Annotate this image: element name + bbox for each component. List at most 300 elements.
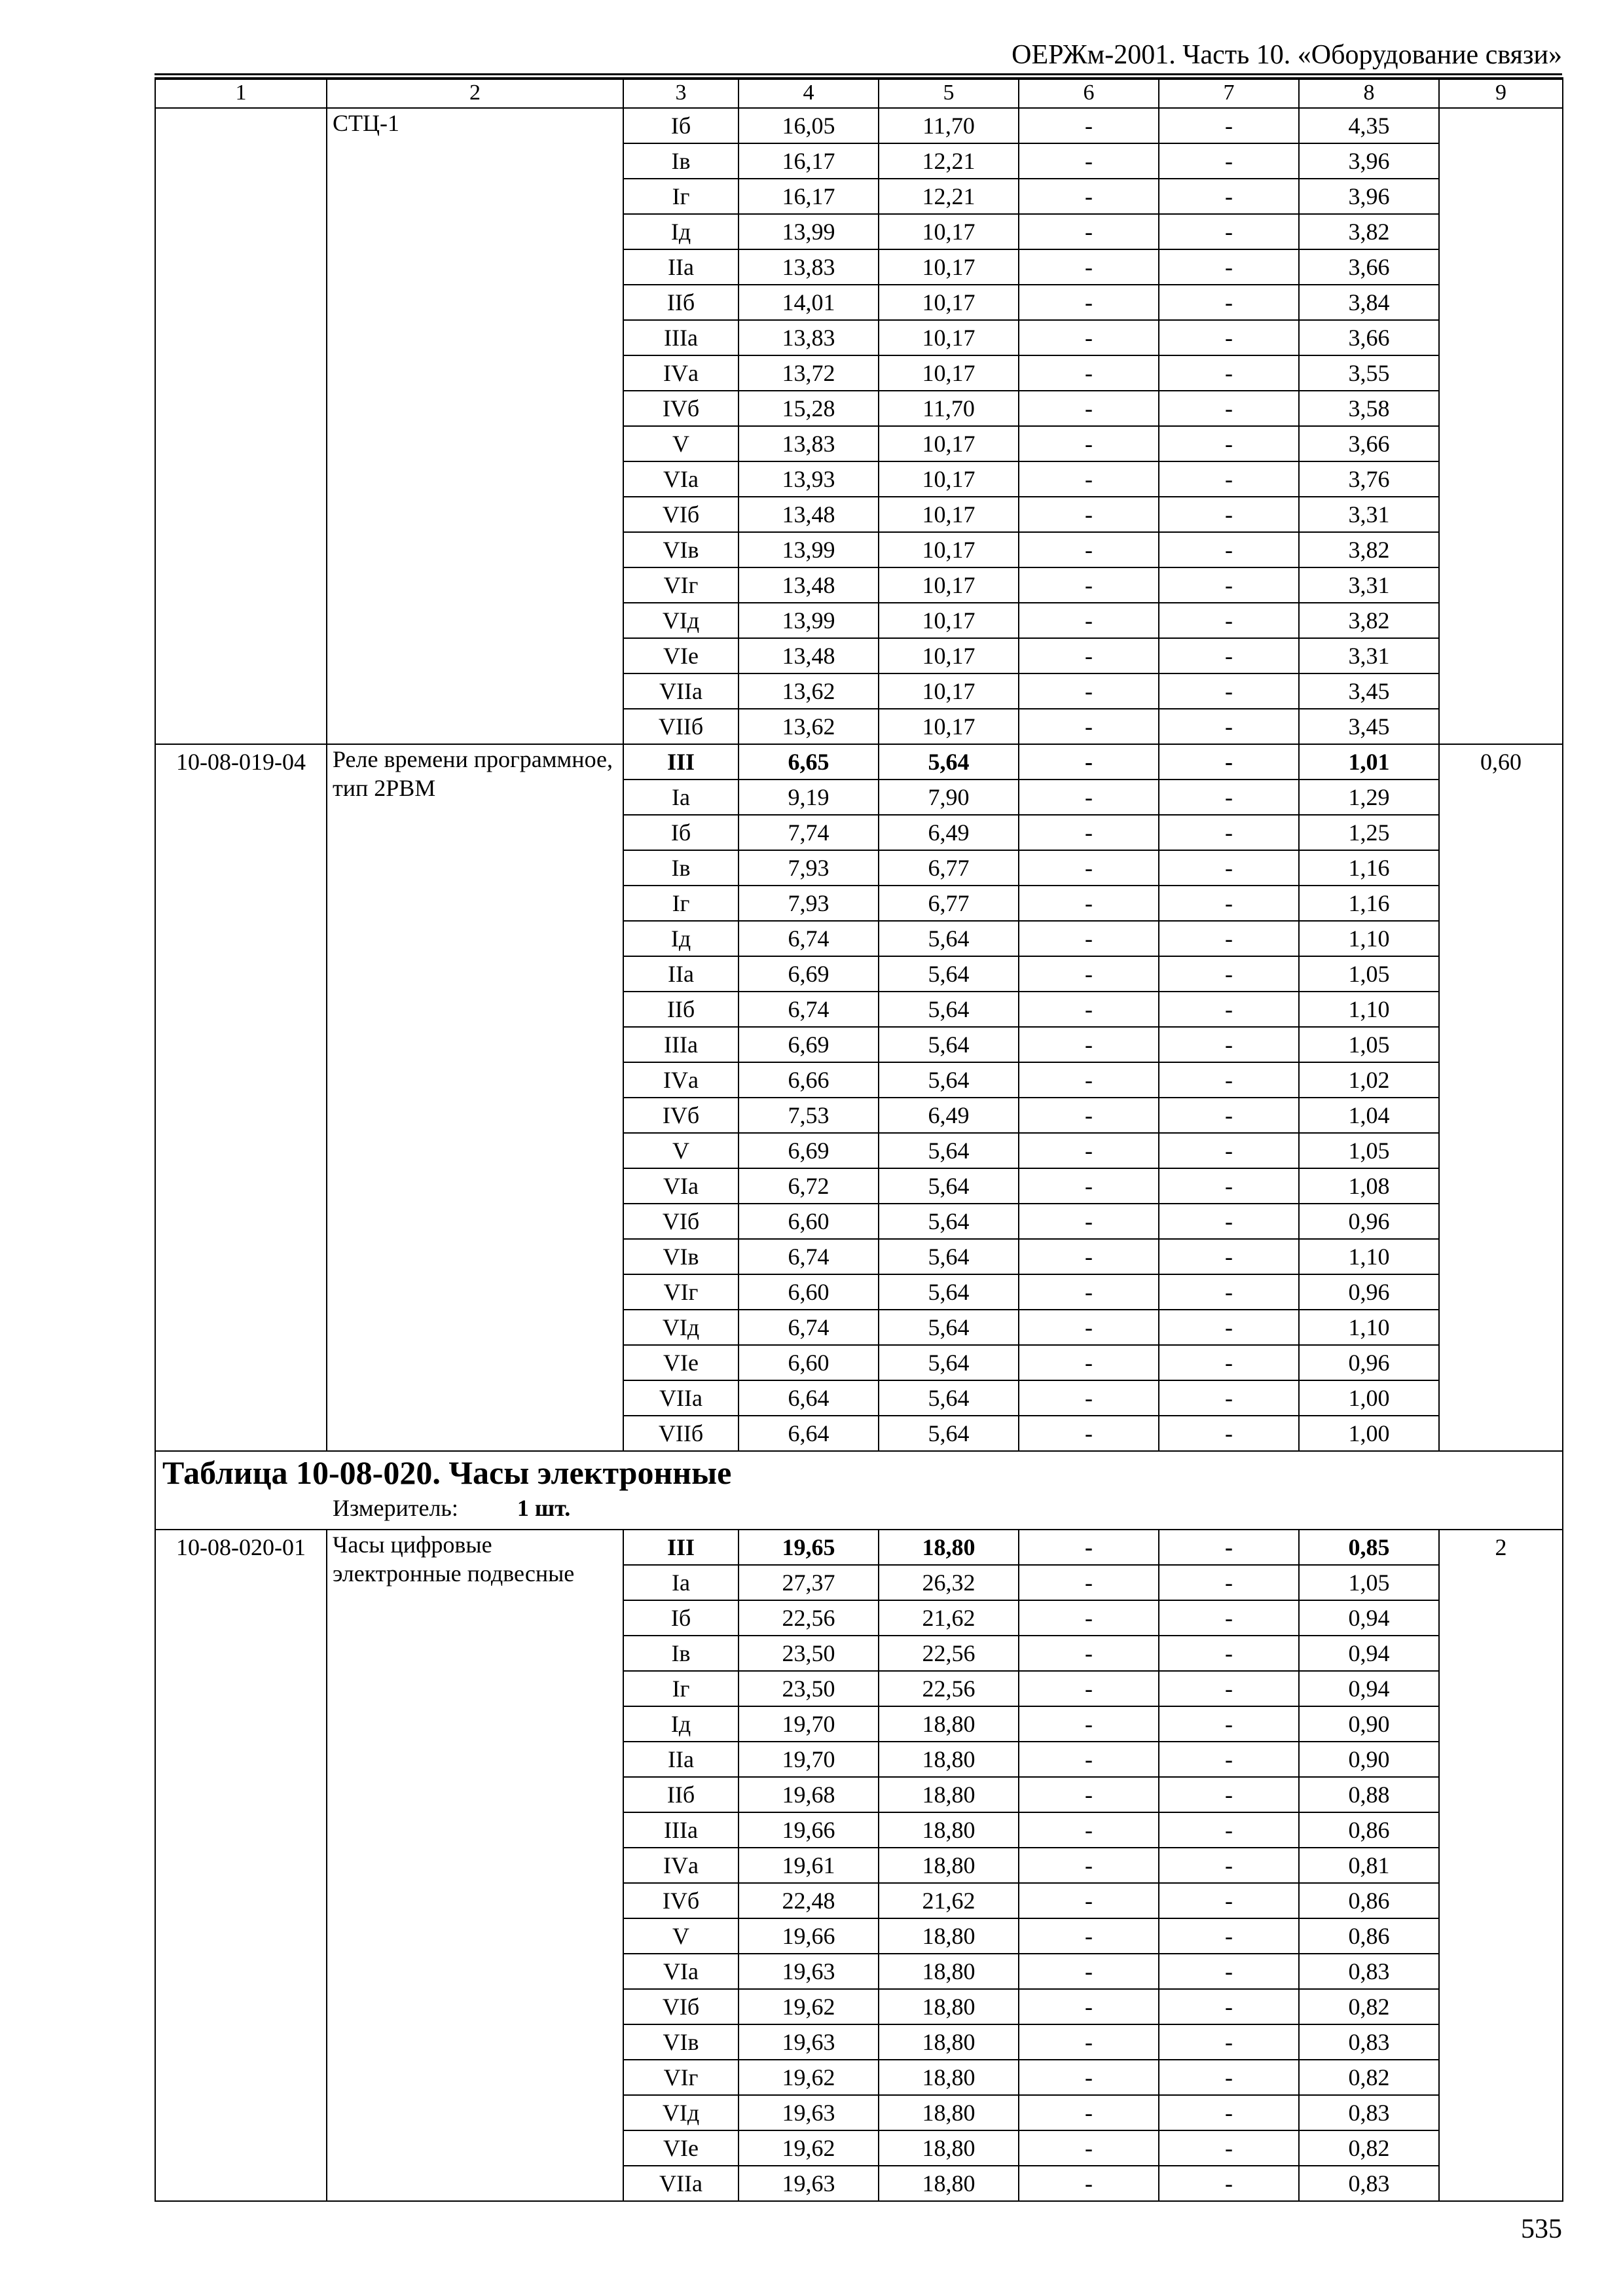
cell-value: - bbox=[1019, 1812, 1159, 1848]
cell-value: 19,61 bbox=[739, 1848, 879, 1883]
cell-value: 0,94 bbox=[1299, 1671, 1439, 1706]
cell-value: 6,49 bbox=[879, 815, 1019, 850]
cell-value: 13,48 bbox=[739, 497, 879, 532]
cell-value: VIб bbox=[623, 497, 739, 532]
cell-value: 1,05 bbox=[1299, 1565, 1439, 1600]
cell-value: 13,93 bbox=[739, 461, 879, 497]
measure-label: Измеритель: bbox=[333, 1495, 458, 1521]
cell-value: IIIа bbox=[623, 1812, 739, 1848]
cell-value: 5,64 bbox=[879, 1416, 1019, 1451]
cell-value: - bbox=[1159, 673, 1299, 709]
cell-value: 7,74 bbox=[739, 815, 879, 850]
column-header-row bbox=[155, 78, 1563, 108]
cell-value: - bbox=[1159, 1345, 1299, 1380]
cell-value: - bbox=[1019, 1133, 1159, 1168]
cell-value: 3,45 bbox=[1299, 673, 1439, 709]
cell-value: 6,66 bbox=[739, 1062, 879, 1098]
cell-value: 18,80 bbox=[879, 1706, 1019, 1742]
cell-value: 6,65 bbox=[739, 744, 879, 780]
cell-value: - bbox=[1159, 2095, 1299, 2130]
cell-value: - bbox=[1019, 1954, 1159, 1989]
cell-value: IIIа bbox=[623, 320, 739, 355]
cell-value: 0,82 bbox=[1299, 2060, 1439, 2095]
cell-value: 18,80 bbox=[879, 2060, 1019, 2095]
cell-value: - bbox=[1019, 2024, 1159, 2060]
cell-value: 10,17 bbox=[879, 355, 1019, 391]
cell-value: - bbox=[1019, 1636, 1159, 1671]
cell-value: Iб bbox=[623, 108, 739, 143]
cell-value: Iа bbox=[623, 780, 739, 815]
cell-value: IVа bbox=[623, 355, 739, 391]
cell-value: VIб bbox=[623, 1989, 739, 2024]
column-header: 8 bbox=[1299, 78, 1439, 108]
cell-value: - bbox=[1019, 2130, 1159, 2166]
cell-value: - bbox=[1159, 956, 1299, 992]
cell-value: IIа bbox=[623, 249, 739, 285]
col9-value bbox=[1439, 108, 1563, 744]
cell-value: - bbox=[1159, 1706, 1299, 1742]
cell-value: VIв bbox=[623, 1239, 739, 1274]
cell-value: - bbox=[1019, 638, 1159, 673]
cell-value: 3,82 bbox=[1299, 603, 1439, 638]
cell-value: - bbox=[1159, 1274, 1299, 1310]
cell-value: V bbox=[623, 1918, 739, 1954]
cell-value: - bbox=[1019, 603, 1159, 638]
cell-value: 1,05 bbox=[1299, 1133, 1439, 1168]
cell-value: 13,83 bbox=[739, 320, 879, 355]
cell-value: IIа bbox=[623, 956, 739, 992]
cell-value: 19,63 bbox=[739, 2095, 879, 2130]
cell-value: VIг bbox=[623, 567, 739, 603]
cell-value: Iг bbox=[623, 1671, 739, 1706]
cell-value: 13,48 bbox=[739, 638, 879, 673]
cell-value: - bbox=[1159, 143, 1299, 179]
cell-value: VIг bbox=[623, 2060, 739, 2095]
cell-value: 19,70 bbox=[739, 1742, 879, 1777]
cell-value: 16,17 bbox=[739, 179, 879, 214]
cell-value: 5,64 bbox=[879, 1027, 1019, 1062]
cell-value: VIа bbox=[623, 461, 739, 497]
table-row bbox=[155, 744, 1563, 780]
cell-value: 1,10 bbox=[1299, 1239, 1439, 1274]
cell-value: VIе bbox=[623, 638, 739, 673]
cell-value: 0,96 bbox=[1299, 1274, 1439, 1310]
cell-value: 1,10 bbox=[1299, 992, 1439, 1027]
cell-value: 1,05 bbox=[1299, 1027, 1439, 1062]
cell-value: - bbox=[1159, 497, 1299, 532]
cell-value: VIе bbox=[623, 1345, 739, 1380]
cell-value: Iд bbox=[623, 214, 739, 249]
cell-value: 13,62 bbox=[739, 673, 879, 709]
cell-value: VIв bbox=[623, 532, 739, 567]
cell-value: - bbox=[1159, 1777, 1299, 1812]
cell-value: 0,90 bbox=[1299, 1742, 1439, 1777]
cell-value: - bbox=[1019, 1777, 1159, 1812]
cell-value: - bbox=[1159, 355, 1299, 391]
cell-value: 19,66 bbox=[739, 1812, 879, 1848]
cell-value: - bbox=[1019, 956, 1159, 992]
cell-value: IVа bbox=[623, 1062, 739, 1098]
cell-value: 3,55 bbox=[1299, 355, 1439, 391]
cell-value: 1,10 bbox=[1299, 1310, 1439, 1345]
cell-value: - bbox=[1159, 2130, 1299, 2166]
cell-value: - bbox=[1159, 426, 1299, 461]
cell-value: 6,77 bbox=[879, 886, 1019, 921]
cell-value: 0,94 bbox=[1299, 1600, 1439, 1636]
cell-value: IIIа bbox=[623, 1027, 739, 1062]
rate-name: Часы цифровые электронные подвесные bbox=[327, 1530, 623, 2201]
cell-value: 21,62 bbox=[879, 1883, 1019, 1918]
cell-value: 0,82 bbox=[1299, 1989, 1439, 2024]
cell-value: 1,25 bbox=[1299, 815, 1439, 850]
cell-value: - bbox=[1019, 1565, 1159, 1600]
cell-value: - bbox=[1019, 780, 1159, 815]
cell-value: 3,66 bbox=[1299, 249, 1439, 285]
cell-value: - bbox=[1159, 1380, 1299, 1416]
cell-value: 1,00 bbox=[1299, 1416, 1439, 1451]
cell-value: 21,62 bbox=[879, 1600, 1019, 1636]
cell-value: VIд bbox=[623, 1310, 739, 1345]
cell-value: - bbox=[1159, 1883, 1299, 1918]
cell-value: 1,29 bbox=[1299, 780, 1439, 815]
cell-value: - bbox=[1159, 992, 1299, 1027]
header-rule bbox=[155, 73, 1562, 75]
cell-value: 5,64 bbox=[879, 1204, 1019, 1239]
rate-name: СТЦ-1 bbox=[327, 108, 623, 744]
cell-value: 14,01 bbox=[739, 285, 879, 320]
cell-value: - bbox=[1159, 214, 1299, 249]
cell-value: 18,80 bbox=[879, 2095, 1019, 2130]
cell-value: Iа bbox=[623, 1565, 739, 1600]
cell-value: 12,21 bbox=[879, 179, 1019, 214]
cell-value: 3,96 bbox=[1299, 179, 1439, 214]
cell-value: - bbox=[1019, 886, 1159, 921]
cell-value: 0,90 bbox=[1299, 1706, 1439, 1742]
measure-line bbox=[162, 1494, 1562, 1522]
cell-value: 19,70 bbox=[739, 1706, 879, 1742]
running-header: ОЕРЖм-2001. Часть 10. «Оборудование связи» bbox=[1012, 40, 1562, 70]
cell-value: - bbox=[1019, 285, 1159, 320]
cell-value: - bbox=[1019, 921, 1159, 956]
cell-value: - bbox=[1019, 1706, 1159, 1742]
cell-value: 10,17 bbox=[879, 709, 1019, 744]
table-row bbox=[155, 1530, 1563, 1565]
cell-value: - bbox=[1019, 461, 1159, 497]
cell-value: - bbox=[1159, 1239, 1299, 1274]
cell-value: 10,17 bbox=[879, 567, 1019, 603]
cell-value: IIб bbox=[623, 992, 739, 1027]
cell-value: 10,17 bbox=[879, 461, 1019, 497]
cell-value: - bbox=[1159, 709, 1299, 744]
cell-value: - bbox=[1019, 143, 1159, 179]
cell-value: 6,60 bbox=[739, 1274, 879, 1310]
cell-value: - bbox=[1159, 532, 1299, 567]
cell-value: - bbox=[1159, 1742, 1299, 1777]
cell-value: 18,80 bbox=[879, 2166, 1019, 2201]
cell-value: 5,64 bbox=[879, 1380, 1019, 1416]
column-header: 4 bbox=[739, 78, 879, 108]
cell-value: - bbox=[1019, 1204, 1159, 1239]
cell-value: 18,80 bbox=[879, 1989, 1019, 2024]
cell-value: 6,69 bbox=[739, 1133, 879, 1168]
cell-value: 1,16 bbox=[1299, 886, 1439, 921]
cell-value: 0,83 bbox=[1299, 1954, 1439, 1989]
cell-value: 6,77 bbox=[879, 850, 1019, 886]
cell-value: - bbox=[1019, 1416, 1159, 1451]
rate-code: 10-08-020-01 bbox=[155, 1530, 327, 2201]
cell-value: 4,35 bbox=[1299, 108, 1439, 143]
cell-value: 13,48 bbox=[739, 567, 879, 603]
cell-value: 5,64 bbox=[879, 956, 1019, 992]
cell-value: VIIб bbox=[623, 1416, 739, 1451]
cell-value: - bbox=[1159, 1416, 1299, 1451]
cell-value: 5,64 bbox=[879, 1239, 1019, 1274]
cell-value: - bbox=[1159, 1848, 1299, 1883]
cell-value: - bbox=[1159, 921, 1299, 956]
table-row bbox=[155, 108, 1563, 143]
cell-value: - bbox=[1019, 179, 1159, 214]
cell-value: III bbox=[623, 744, 739, 780]
cell-value: - bbox=[1159, 1027, 1299, 1062]
cell-value: IVб bbox=[623, 1883, 739, 1918]
cell-value: 5,64 bbox=[879, 1062, 1019, 1098]
cell-value: VIа bbox=[623, 1954, 739, 1989]
cell-value: - bbox=[1159, 1310, 1299, 1345]
cell-value: - bbox=[1019, 1062, 1159, 1098]
cell-value: IVа bbox=[623, 1848, 739, 1883]
cell-value: - bbox=[1019, 1345, 1159, 1380]
column-header: 6 bbox=[1019, 78, 1159, 108]
cell-value: Iв bbox=[623, 1636, 739, 1671]
cell-value: - bbox=[1159, 1671, 1299, 1706]
cell-value: - bbox=[1019, 992, 1159, 1027]
cell-value: 6,72 bbox=[739, 1168, 879, 1204]
cell-value: 16,05 bbox=[739, 108, 879, 143]
cell-value: - bbox=[1019, 1848, 1159, 1883]
cell-value: 0,86 bbox=[1299, 1812, 1439, 1848]
cell-value: 10,17 bbox=[879, 285, 1019, 320]
cell-value: 6,74 bbox=[739, 1310, 879, 1345]
cell-value: IIб bbox=[623, 1777, 739, 1812]
cell-value: - bbox=[1019, 1239, 1159, 1274]
cell-value: 13,99 bbox=[739, 532, 879, 567]
cell-value: - bbox=[1159, 108, 1299, 143]
cell-value: 6,49 bbox=[879, 1098, 1019, 1133]
cell-value: IIб bbox=[623, 285, 739, 320]
cell-value: VIIб bbox=[623, 709, 739, 744]
cell-value: - bbox=[1159, 179, 1299, 214]
cell-value: 5,64 bbox=[879, 1274, 1019, 1310]
col9-value: 2 bbox=[1439, 1530, 1563, 2201]
cell-value: 3,31 bbox=[1299, 497, 1439, 532]
cell-value: 18,80 bbox=[879, 1918, 1019, 1954]
cell-value: 19,62 bbox=[739, 2060, 879, 2095]
cell-value: - bbox=[1019, 214, 1159, 249]
cell-value: - bbox=[1019, 2166, 1159, 2201]
cell-value: 10,17 bbox=[879, 426, 1019, 461]
cell-value: 18,80 bbox=[879, 2130, 1019, 2166]
cell-value: 26,32 bbox=[879, 1565, 1019, 1600]
cell-value: 13,83 bbox=[739, 426, 879, 461]
cell-value: - bbox=[1159, 850, 1299, 886]
cell-value: - bbox=[1159, 2060, 1299, 2095]
column-header: 5 bbox=[879, 78, 1019, 108]
cell-value: - bbox=[1019, 815, 1159, 850]
cell-value: 6,69 bbox=[739, 1027, 879, 1062]
cell-value: 1,04 bbox=[1299, 1098, 1439, 1133]
cell-value: IIа bbox=[623, 1742, 739, 1777]
cell-value: 0,86 bbox=[1299, 1918, 1439, 1954]
cell-value: - bbox=[1019, 567, 1159, 603]
cell-value: 7,93 bbox=[739, 886, 879, 921]
cell-value: Iв bbox=[623, 850, 739, 886]
cell-value: 18,80 bbox=[879, 1530, 1019, 1565]
cell-value: - bbox=[1019, 1168, 1159, 1204]
cell-value: 3,58 bbox=[1299, 391, 1439, 426]
cell-value: 0,83 bbox=[1299, 2024, 1439, 2060]
cell-value: 0,86 bbox=[1299, 1883, 1439, 1918]
page-number: 535 bbox=[1521, 2214, 1562, 2244]
cell-value: - bbox=[1159, 1204, 1299, 1239]
cell-value: 22,56 bbox=[879, 1636, 1019, 1671]
cell-value: VIе bbox=[623, 2130, 739, 2166]
cell-value: V bbox=[623, 1133, 739, 1168]
cell-value: 6,74 bbox=[739, 992, 879, 1027]
cell-value: 15,28 bbox=[739, 391, 879, 426]
cell-value: 10,17 bbox=[879, 603, 1019, 638]
measure-unit: 1 шт. bbox=[517, 1495, 571, 1521]
rates-table-container bbox=[155, 77, 1562, 2202]
cell-value: 6,64 bbox=[739, 1380, 879, 1416]
rate-code bbox=[155, 108, 327, 744]
cell-value: Iв bbox=[623, 143, 739, 179]
cell-value: - bbox=[1159, 638, 1299, 673]
cell-value: - bbox=[1019, 355, 1159, 391]
cell-value: 3,45 bbox=[1299, 709, 1439, 744]
cell-value: 5,64 bbox=[879, 744, 1019, 780]
cell-value: 13,72 bbox=[739, 355, 879, 391]
cell-value: - bbox=[1159, 1954, 1299, 1989]
cell-value: - bbox=[1019, 249, 1159, 285]
cell-value: 0,81 bbox=[1299, 1848, 1439, 1883]
cell-value: - bbox=[1159, 320, 1299, 355]
cell-value: - bbox=[1159, 1168, 1299, 1204]
cell-value: - bbox=[1159, 285, 1299, 320]
cell-value: 5,64 bbox=[879, 1310, 1019, 1345]
cell-value: - bbox=[1019, 1883, 1159, 1918]
cell-value: - bbox=[1019, 1742, 1159, 1777]
cell-value: - bbox=[1019, 1671, 1159, 1706]
cell-value: VIIа bbox=[623, 673, 739, 709]
cell-value: Iг bbox=[623, 179, 739, 214]
cell-value: 10,17 bbox=[879, 249, 1019, 285]
cell-value: - bbox=[1159, 1989, 1299, 2024]
cell-value: 5,64 bbox=[879, 992, 1019, 1027]
cell-value: 10,17 bbox=[879, 214, 1019, 249]
cell-value: 7,93 bbox=[739, 850, 879, 886]
cell-value: - bbox=[1159, 886, 1299, 921]
cell-value: 3,96 bbox=[1299, 143, 1439, 179]
cell-value: 6,64 bbox=[739, 1416, 879, 1451]
cell-value: - bbox=[1159, 249, 1299, 285]
cell-value: - bbox=[1019, 2060, 1159, 2095]
cell-value: - bbox=[1019, 108, 1159, 143]
cell-value: Iд bbox=[623, 1706, 739, 1742]
cell-value: - bbox=[1159, 1600, 1299, 1636]
cell-value: 0,83 bbox=[1299, 2095, 1439, 2130]
cell-value: VIд bbox=[623, 2095, 739, 2130]
cell-value: 3,66 bbox=[1299, 320, 1439, 355]
section-cell bbox=[155, 1451, 1563, 1530]
cell-value: Iд bbox=[623, 921, 739, 956]
cell-value: 10,17 bbox=[879, 497, 1019, 532]
cell-value: 13,83 bbox=[739, 249, 879, 285]
cell-value: Iг bbox=[623, 886, 739, 921]
cell-value: - bbox=[1019, 1380, 1159, 1416]
cell-value: 6,60 bbox=[739, 1345, 879, 1380]
cell-value: - bbox=[1159, 1062, 1299, 1098]
cell-value: 9,19 bbox=[739, 780, 879, 815]
cell-value: - bbox=[1159, 1133, 1299, 1168]
cell-value: 16,17 bbox=[739, 143, 879, 179]
rate-name: Реле времени программное, тип 2РВМ bbox=[327, 744, 623, 1451]
rates-table bbox=[155, 77, 1563, 2202]
cell-value: 1,05 bbox=[1299, 956, 1439, 992]
section-row bbox=[155, 1451, 1563, 1530]
cell-value: - bbox=[1159, 1636, 1299, 1671]
cell-value: 23,50 bbox=[739, 1636, 879, 1671]
cell-value: 0,85 bbox=[1299, 1530, 1439, 1565]
cell-value: 3,66 bbox=[1299, 426, 1439, 461]
cell-value: 10,17 bbox=[879, 638, 1019, 673]
col9-value: 0,60 bbox=[1439, 744, 1563, 1451]
cell-value: 0,83 bbox=[1299, 2166, 1439, 2201]
cell-value: 6,74 bbox=[739, 1239, 879, 1274]
cell-value: 18,80 bbox=[879, 1954, 1019, 1989]
cell-value: - bbox=[1019, 497, 1159, 532]
cell-value: VIб bbox=[623, 1204, 739, 1239]
cell-value: IVб bbox=[623, 391, 739, 426]
cell-value: III bbox=[623, 1530, 739, 1565]
cell-value: VIIа bbox=[623, 2166, 739, 2201]
cell-value: 11,70 bbox=[879, 391, 1019, 426]
cell-value: 1,10 bbox=[1299, 921, 1439, 956]
cell-value: 10,17 bbox=[879, 673, 1019, 709]
cell-value: 12,21 bbox=[879, 143, 1019, 179]
cell-value: - bbox=[1159, 567, 1299, 603]
cell-value: 18,80 bbox=[879, 1742, 1019, 1777]
cell-value: - bbox=[1019, 1989, 1159, 2024]
cell-value: 7,90 bbox=[879, 780, 1019, 815]
cell-value: 13,62 bbox=[739, 709, 879, 744]
cell-value: 6,69 bbox=[739, 956, 879, 992]
cell-value: 0,96 bbox=[1299, 1345, 1439, 1380]
cell-value: VIг bbox=[623, 1274, 739, 1310]
cell-value: 19,62 bbox=[739, 2130, 879, 2166]
cell-value: - bbox=[1019, 709, 1159, 744]
column-header: 7 bbox=[1159, 78, 1299, 108]
cell-value: 1,00 bbox=[1299, 1380, 1439, 1416]
cell-value: - bbox=[1019, 1600, 1159, 1636]
cell-value: 5,64 bbox=[879, 921, 1019, 956]
cell-value: 19,62 bbox=[739, 1989, 879, 2024]
column-header: 3 bbox=[623, 78, 739, 108]
cell-value: 22,56 bbox=[739, 1600, 879, 1636]
cell-value: 3,82 bbox=[1299, 214, 1439, 249]
cell-value: Iб bbox=[623, 815, 739, 850]
cell-value: 19,66 bbox=[739, 1918, 879, 1954]
cell-value: - bbox=[1159, 1530, 1299, 1565]
